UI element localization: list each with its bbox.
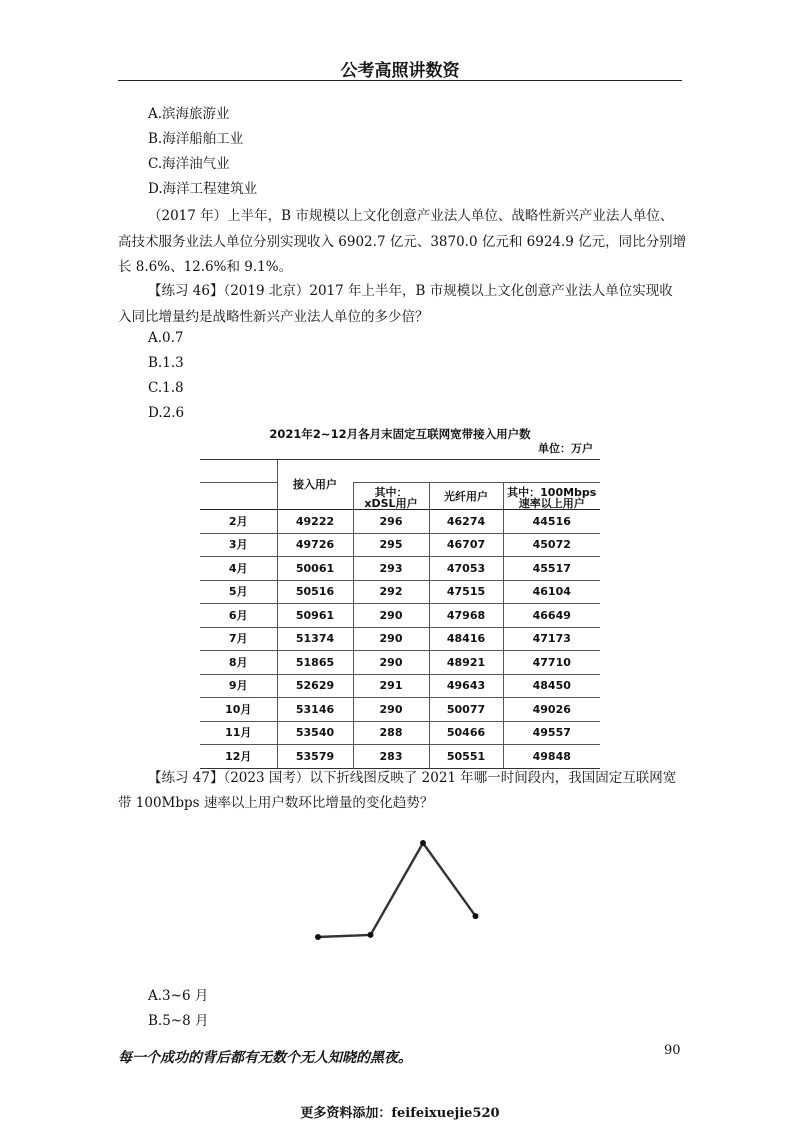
material-line-2: 高技术服务业法人单位分别实现收入 6902.7 亿元、3870.0 亿元和 6924.9 亿元，同比分别增 (118, 234, 687, 250)
q47-option-a: A.3~6 月 (148, 988, 209, 1004)
q46-option-a: A.0.7 (148, 330, 184, 346)
q46-option-b: B.1.3 (148, 355, 184, 371)
header-xdsl: 其中： xDSL用户 (353, 483, 429, 510)
table-row: 4月 50061 293 47053 45517 (200, 557, 600, 581)
header-100mbps: 其中：100Mbps 速率以上用户 (503, 483, 600, 510)
option-a: A.滨海旅游业 (148, 106, 230, 122)
trend-point (473, 913, 479, 919)
q46-line-2: 入同比增量约是战略性新兴产业法人单位的多少倍？ (118, 309, 429, 325)
q46-option-d: D.2.6 (148, 405, 185, 421)
table-unit: 单位：万户 (538, 442, 593, 455)
trend-line-chart (300, 830, 500, 950)
trend-line (318, 843, 476, 937)
footer-contact: 更多资料添加：feifeixuejie520 (300, 1106, 500, 1121)
header-access: 接入用户 (277, 460, 353, 510)
q46-option-c: C.1.8 (148, 380, 184, 396)
table-row: 10月 53146 290 50077 49026 (200, 698, 600, 722)
table-row: 6月 50961 290 47968 46649 (200, 604, 600, 628)
option-d: D.海洋工程建筑业 (148, 181, 258, 197)
table-row: 3月 49726 295 46707 45072 (200, 533, 600, 557)
table-row: 2月 49222 296 46274 44516 (200, 510, 600, 534)
header-title: 公考高照讲数资 (340, 61, 460, 81)
q47-line-1: 【练习 47】（2023 国考）以下折线图反映了 2021 年哪一时间段内，我国固定互联网宽 (148, 770, 677, 786)
q46-line-1: 【练习 46】（2019 北京）2017 年上半年，B 市规模以上文化创意产业法人单位实现收 (148, 283, 673, 299)
table-row: 8月 51865 290 48921 47710 (200, 651, 600, 675)
header-rule (118, 80, 682, 81)
trend-point (368, 932, 374, 938)
q47-line-2: 带 100Mbps 速率以上用户数环比增量的变化趋势？ (118, 795, 434, 811)
table-row: 11月 53540 288 50466 49557 (200, 721, 600, 745)
table-row: 7月 51374 290 48416 47173 (200, 627, 600, 651)
trend-point (420, 840, 426, 846)
table-row: 9月 52629 291 49643 48450 (200, 674, 600, 698)
table-row: 12月 53579 283 50551 49848 (200, 745, 600, 769)
header-empty (200, 460, 277, 483)
option-b: B.海洋船舶工业 (148, 131, 244, 147)
table-row: 5月 50516 292 47515 46104 (200, 580, 600, 604)
material-line-3: 长 8.6%、12.6%和 9.1%。 (118, 259, 293, 275)
q47-option-b: B.5~8 月 (148, 1013, 209, 1029)
material-line-1: （2017 年）上半年，B 市规模以上文化创意产业法人单位、战略性新兴产业法人单位、 (148, 208, 674, 224)
table-title: 2021年2~12月各月末固定互联网宽带接入用户数 (269, 427, 531, 441)
page-number: 90 (664, 1043, 681, 1058)
broadband-table (200, 459, 600, 769)
option-c: C.海洋油气业 (148, 156, 230, 172)
header-fiber: 光纤用户 (429, 483, 503, 510)
trend-point (315, 934, 321, 940)
motto: 每一个成功的背后都有无数个无人知晓的黑夜。 (118, 1050, 412, 1066)
